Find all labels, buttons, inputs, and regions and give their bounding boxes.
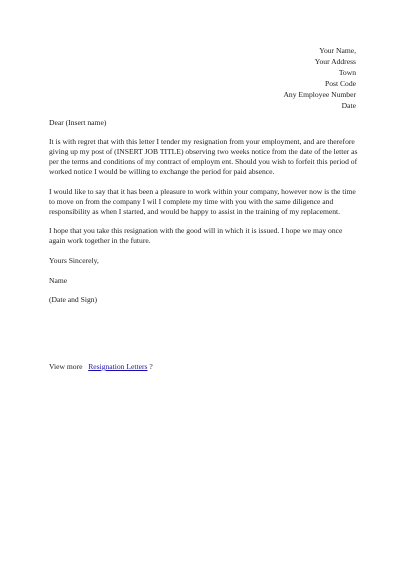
view-more-footer: [49, 362, 153, 372]
sender-address: Your Address: [314, 56, 356, 66]
paragraph-gratitude: I would like to say that it has been a pleasure to work within your company, however now is the time to move on from the company I wil I complete my time with you with the same diligence and responsibility as when I started, and would be happy to assist in the training of my replacement.: [49, 186, 356, 216]
salutation: Dear (Insert name): [49, 118, 107, 127]
sender-employee-number: Any Employee Number: [283, 89, 356, 99]
closing: Yours Sincerely,: [49, 255, 99, 265]
resignation-letters-link[interactable]: Resignation Letters: [88, 362, 148, 371]
sender-post-code: Post Code: [324, 78, 356, 88]
view-more-prefix: View more: [49, 362, 83, 371]
paragraph-resignation: It is with regret that with this letter I tender my resignation from your employment, and are therefore giving up my post of (INSERT JOB TITLE) observing two weeks notice from the date of the letter as per the terms and conditions of my contract of employm ent. Should you wish to forfeit this period of worked notice I would be willing to exchange the period for paid absence.: [49, 137, 358, 176]
date-and-sign: (Date and Sign): [49, 295, 98, 305]
letter-body: [49, 118, 359, 315]
view-more-suffix: ?: [149, 362, 153, 371]
signature-name: Name: [49, 275, 68, 285]
sender-address-block: [283, 46, 356, 111]
sender-name: Your Name,: [319, 46, 356, 55]
sender-town: Town: [338, 67, 356, 77]
sender-date: Date: [341, 100, 356, 110]
paragraph-goodwill: I hope that you take this resignation with the good will in which it is issued. I hope we may once again work together in the future.: [49, 226, 343, 246]
